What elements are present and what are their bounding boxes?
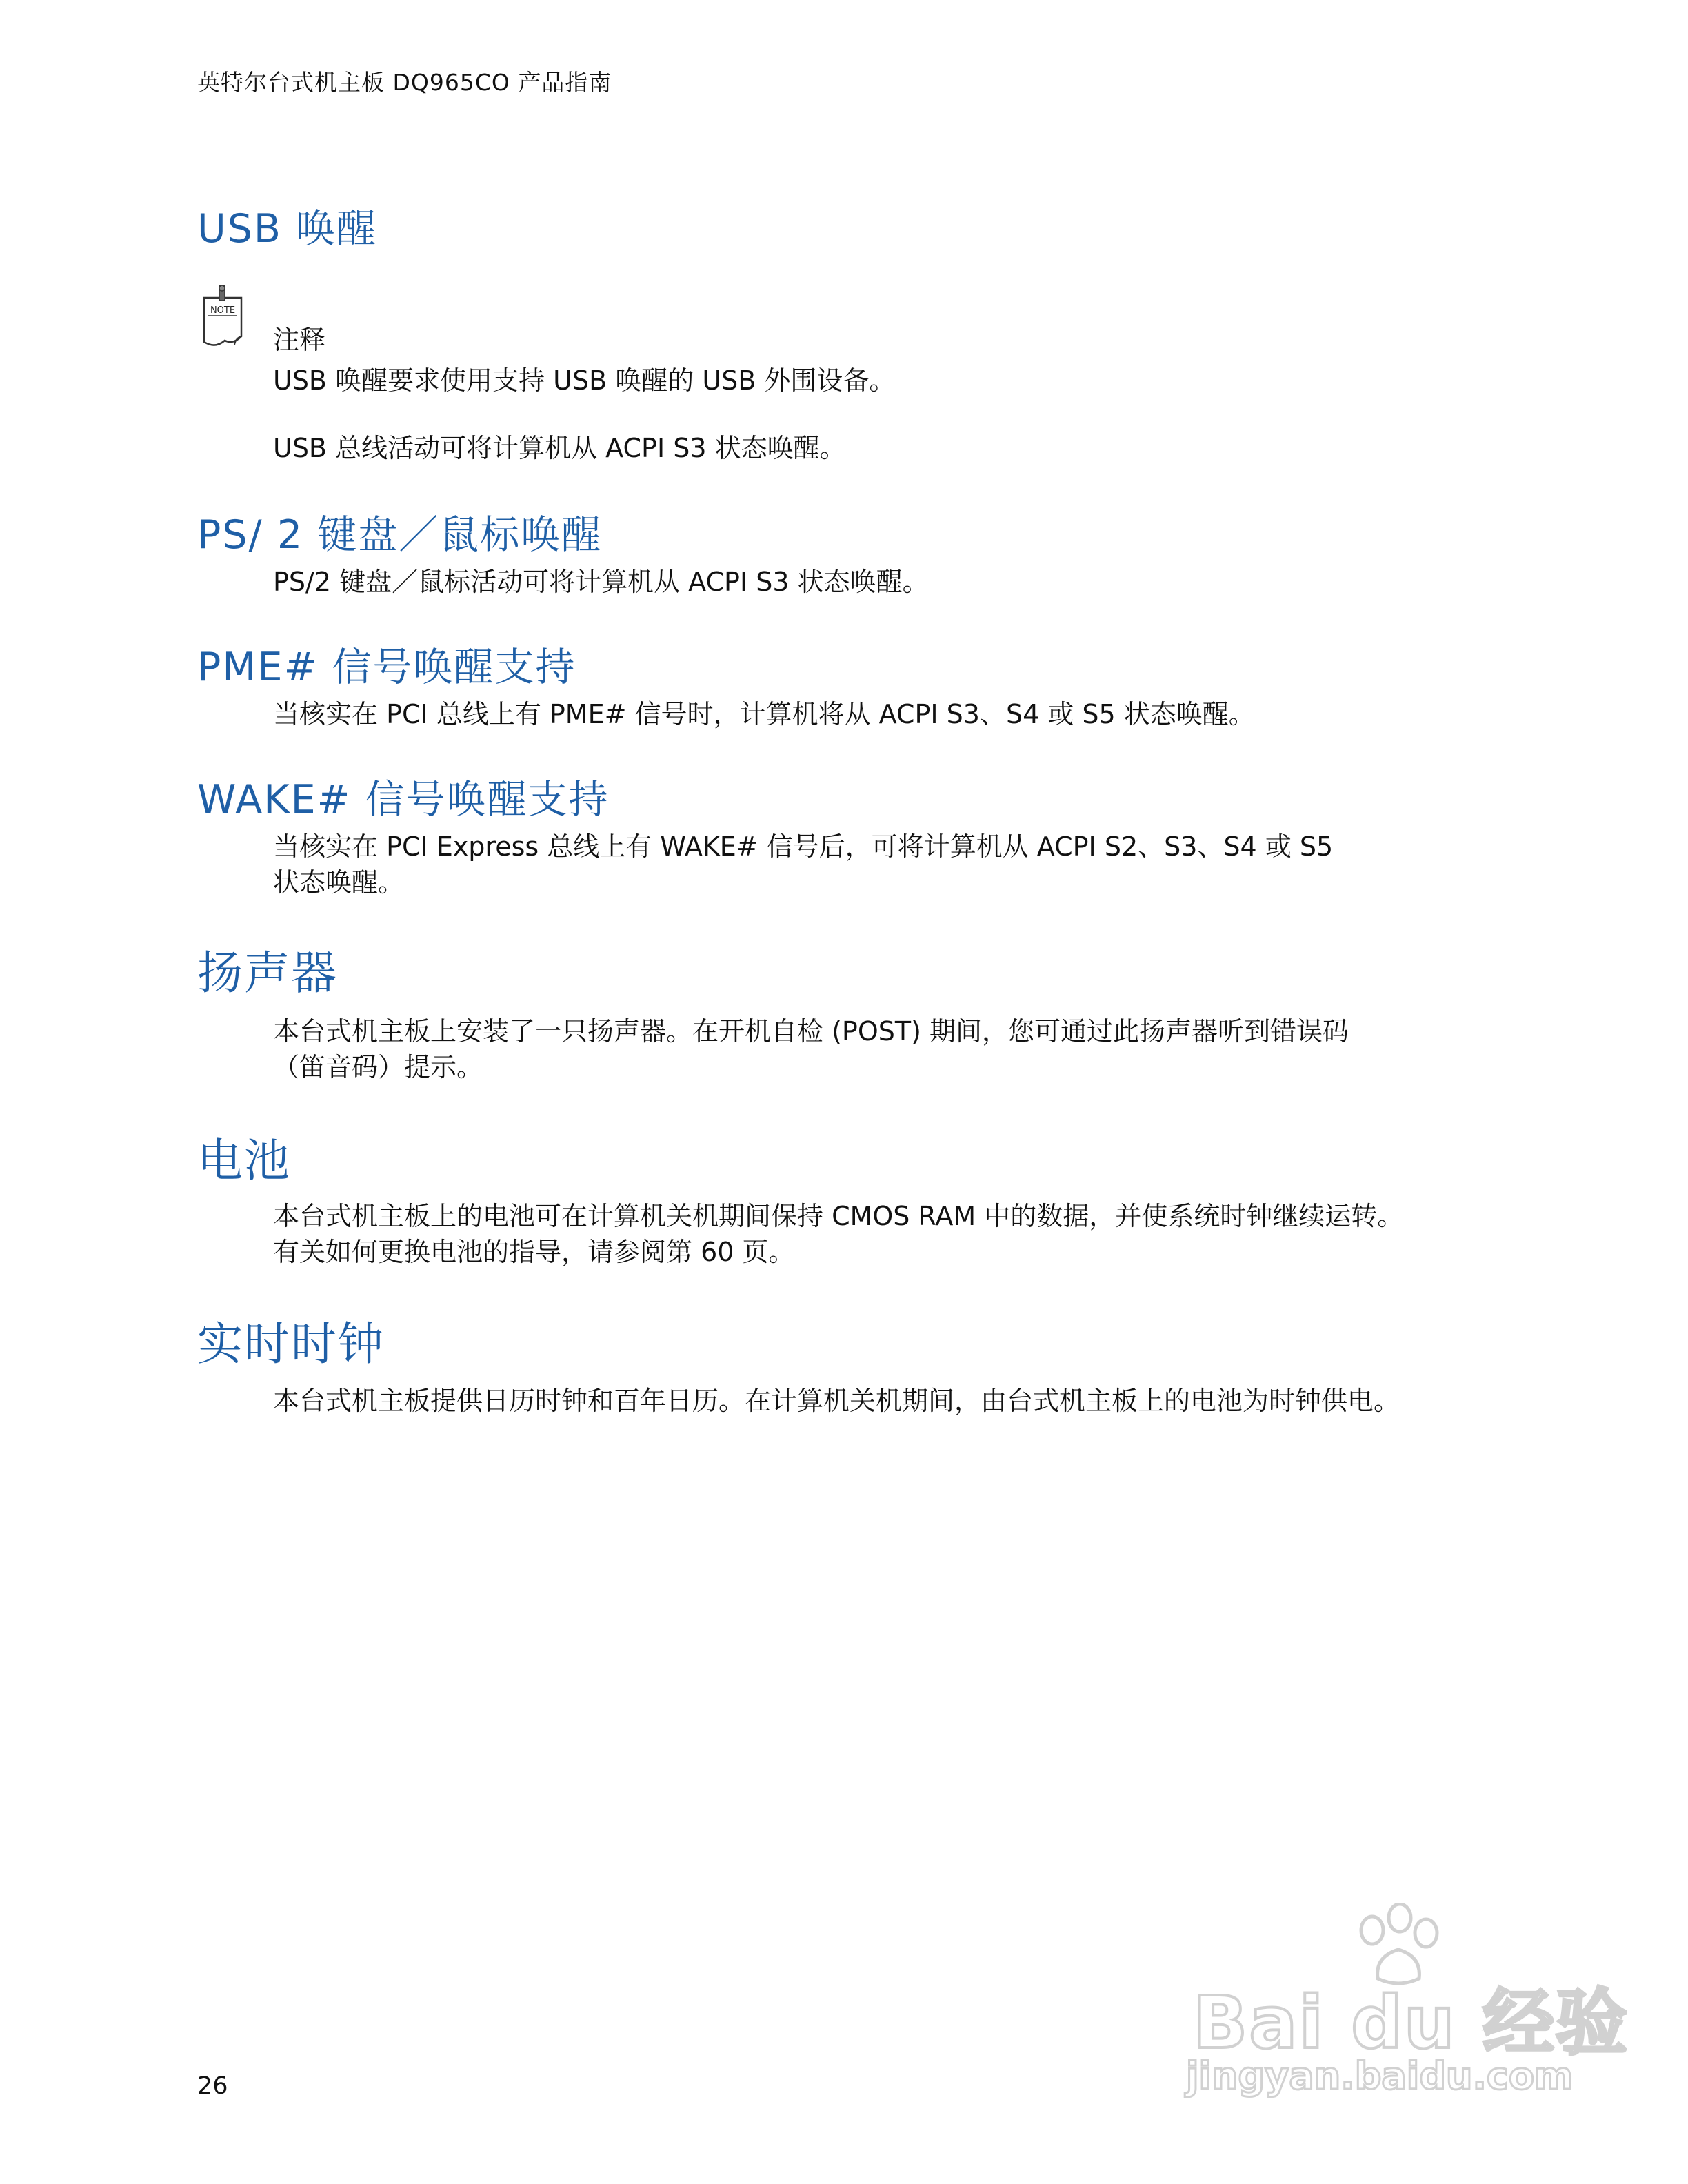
section-heading-usb-wake: USB 唤醒: [197, 206, 378, 252]
rtc-paragraph: 本台式机主板提供日历时钟和百年日历。在计算机关机期间，由台式机主板上的电池为时钟供电。: [273, 1386, 1400, 1416]
battery-line-2: 有关如何更换电池的指导，请参阅第 60 页。: [273, 1237, 795, 1267]
page-number: 26: [197, 2072, 228, 2100]
watermark-brand: Bai du 经验: [1193, 1981, 1629, 2065]
speaker-line-2: （笛音码）提示。: [273, 1052, 483, 1082]
section-heading-rtc: 实时时钟: [197, 1317, 385, 1371]
section-heading-pme-wake: PME# 信号唤醒支持: [197, 645, 576, 690]
note-label: 注释: [273, 325, 326, 355]
speaker-line-1: 本台式机主板上安装了一只扬声器。在开机自检 (POST) 期间，您可通过此扬声器听到错误码: [273, 1016, 1349, 1046]
note-icon: [197, 283, 252, 349]
baidu-watermark: [1165, 1903, 1629, 2110]
note-icon-label: NOTE: [210, 305, 236, 316]
wake-signal-line-2: 状态唤醒。: [273, 867, 405, 898]
running-header: 英特尔台式机主板 DQ965CO 产品指南: [197, 69, 612, 96]
section-heading-ps2-wake: PS/ 2 键盘／鼠标唤醒: [197, 512, 603, 558]
usb-wake-note-paragraph-2: USB 总线活动可将计算机从 ACPI S3 状态唤醒。: [273, 433, 846, 463]
watermark-url: jingyan.baidu.com: [1186, 2054, 1574, 2098]
usb-wake-note-paragraph-1: USB 唤醒要求使用支持 USB 唤醒的 USB 外围设备。: [273, 365, 896, 396]
section-heading-wake-signal: WAKE# 信号唤醒支持: [197, 777, 610, 822]
battery-line-1: 本台式机主板上的电池可在计算机关机期间保持 CMOS RAM 中的数据，并使系统时钟继续运转。: [273, 1201, 1404, 1231]
section-heading-battery: 电池: [197, 1134, 291, 1187]
wake-signal-line-1: 当核实在 PCI Express 总线上有 WAKE# 信号后，可将计算机从 ACPI S2、S3、S4 或 S5: [273, 831, 1334, 862]
pme-wake-paragraph: 当核实在 PCI 总线上有 PME# 信号时，计算机将从 ACPI S3、S4 或 S5 状态唤醒。: [273, 699, 1255, 729]
section-heading-speaker: 扬声器: [197, 947, 338, 1000]
ps2-wake-paragraph: PS/2 键盘／鼠标活动可将计算机从 ACPI S3 状态唤醒。: [273, 567, 929, 597]
